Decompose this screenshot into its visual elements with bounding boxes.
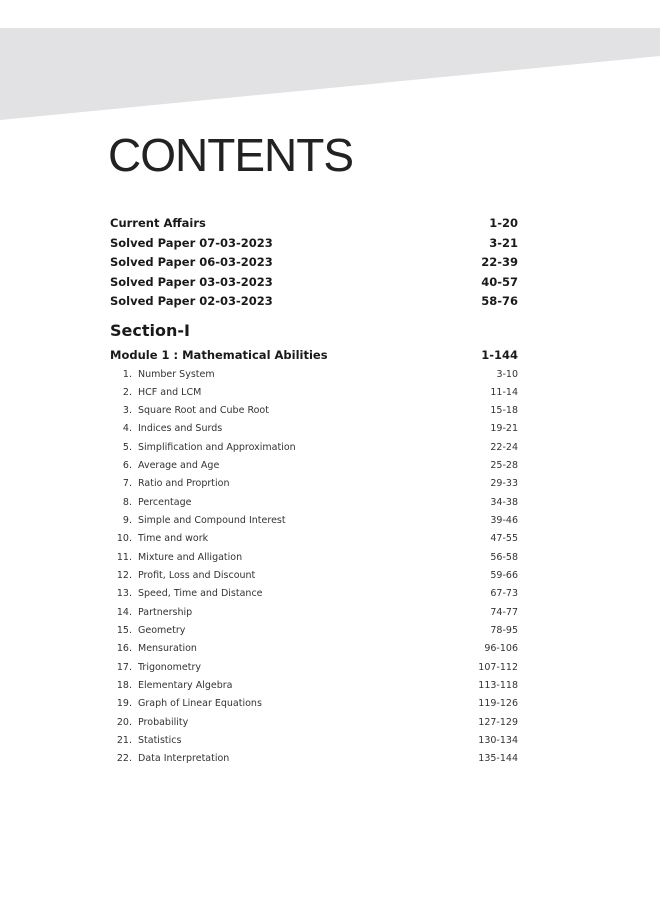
chapter-number: 3.: [122, 405, 132, 416]
chapter-row: [110, 753, 518, 764]
chapter-title: Profit, Loss and Discount: [138, 570, 256, 581]
chapter-pages: 39-46: [490, 515, 518, 526]
chapter-row: [110, 625, 518, 636]
toc-entry-pages: 58-76: [481, 294, 518, 308]
chapter-pages: 135-144: [478, 753, 518, 764]
chapter-row: [110, 497, 518, 508]
chapter-row: [110, 570, 518, 581]
chapter-row: [110, 442, 518, 453]
chapter-title: Partnership: [138, 607, 193, 618]
chapter-row: [110, 717, 518, 728]
chapter-number: 14.: [116, 607, 132, 618]
page-title: CONTENTS: [108, 129, 353, 181]
chapter-row: [110, 369, 518, 380]
chapter-pages: 96-106: [484, 643, 518, 654]
chapter-number: 2.: [122, 387, 132, 398]
toc-entry: [110, 255, 518, 269]
chapter-row: [110, 423, 518, 434]
chapter-pages: 25-28: [490, 460, 518, 471]
chapter-pages: 15-18: [490, 405, 518, 416]
chapter-pages: 3-10: [496, 369, 518, 380]
chapter-number: 18.: [116, 680, 132, 691]
chapter-title: Time and work: [138, 533, 209, 544]
toc-entry-pages: 3-21: [489, 236, 518, 250]
toc-entry-pages: 40-57: [481, 275, 518, 289]
chapter-row: [110, 552, 518, 563]
toc-entry: [110, 216, 518, 230]
chapter-pages: 19-21: [490, 423, 518, 434]
toc-entry-label: Solved Paper 06-03-2023: [110, 255, 273, 269]
chapter-pages: 11-14: [490, 387, 518, 398]
chapter-title: Graph of Linear Equations: [138, 698, 262, 709]
toc-entry-label: Solved Paper 02-03-2023: [110, 294, 273, 308]
chapter-number: 8.: [122, 497, 132, 508]
chapter-number: 19.: [116, 698, 132, 709]
chapter-number: 20.: [116, 717, 132, 728]
chapter-title: Simplification and Approximation: [138, 442, 296, 453]
chapter-title: Indices and Surds: [138, 423, 223, 434]
chapter-title: Trigonometry: [138, 662, 201, 673]
chapter-row: [110, 515, 518, 526]
chapter-number: 11.: [116, 552, 132, 563]
chapter-number: 22.: [116, 753, 132, 764]
chapter-number: 15.: [116, 625, 132, 636]
chapter-pages: 47-55: [490, 533, 518, 544]
module-entry: [110, 348, 518, 362]
chapter-pages: 29-33: [490, 478, 518, 489]
toc-entry-pages: 22-39: [481, 255, 518, 269]
toc-entry-label: Current Affairs: [110, 216, 206, 230]
chapter-row: [110, 643, 518, 654]
toc-entry-label: Solved Paper 03-03-2023: [110, 275, 273, 289]
toc-entry: [110, 294, 518, 308]
chapter-row: [110, 460, 518, 471]
chapter-title: Elementary Algebra: [138, 680, 233, 691]
chapter-pages: 119-126: [478, 698, 518, 709]
chapter-row: [110, 698, 518, 709]
chapter-pages: 67-73: [490, 588, 518, 599]
chapter-title: Mensuration: [138, 643, 197, 654]
chapter-title: Probability: [138, 717, 189, 728]
chapter-pages: 127-129: [478, 717, 518, 728]
chapter-number: 16.: [116, 643, 132, 654]
chapter-row: [110, 680, 518, 691]
chapter-pages: 78-95: [490, 625, 518, 636]
chapter-number: 4.: [122, 423, 132, 434]
chapter-pages: 74-77: [490, 607, 518, 618]
chapter-title: Data Interpretation: [138, 753, 230, 764]
chapter-number: 1.: [122, 369, 132, 380]
chapter-title: Simple and Compound Interest: [138, 515, 286, 526]
chapter-number: 13.: [116, 588, 132, 599]
chapter-number: 5.: [122, 442, 132, 453]
chapter-row: [110, 607, 518, 618]
module-label: Module 1 : Mathematical Abilities: [110, 348, 328, 362]
chapter-number: 17.: [116, 662, 132, 673]
chapter-number: 9.: [122, 515, 132, 526]
chapter-pages: 113-118: [478, 680, 518, 691]
chapter-row: [110, 387, 518, 398]
chapter-pages: 59-66: [490, 570, 518, 581]
chapter-row: [110, 662, 518, 673]
toc-entry-pages: 1-20: [489, 216, 518, 230]
chapter-title: Percentage: [138, 497, 192, 508]
header-band: [0, 0, 660, 130]
module-pages: 1-144: [481, 348, 518, 362]
chapter-title: Geometry: [138, 625, 186, 636]
chapter-title: Mixture and Alligation: [138, 552, 243, 563]
chapter-title: Statistics: [138, 735, 182, 746]
chapter-row: [110, 533, 518, 544]
chapter-pages: 22-24: [490, 442, 518, 453]
chapter-title: Square Root and Cube Root: [138, 405, 269, 416]
chapter-row: [110, 478, 518, 489]
chapter-title: Number System: [138, 369, 215, 380]
chapter-title: Ratio and Proprtion: [138, 478, 230, 489]
chapter-row: [110, 588, 518, 599]
chapter-number: 10.: [116, 533, 132, 544]
chapter-number: 12.: [116, 570, 132, 581]
chapter-number: 21.: [116, 735, 132, 746]
chapter-number: 6.: [122, 460, 132, 471]
chapter-row: [110, 735, 518, 746]
chapter-pages: 107-112: [478, 662, 518, 673]
toc-entry: [110, 236, 518, 250]
toc-entry-label: Solved Paper 07-03-2023: [110, 236, 273, 250]
section-heading: Section-I: [110, 321, 190, 340]
chapter-pages: 130-134: [478, 735, 518, 746]
chapter-title: HCF and LCM: [138, 387, 202, 398]
chapter-pages: 34-38: [490, 497, 518, 508]
chapter-row: [110, 405, 518, 416]
chapter-number: 7.: [122, 478, 132, 489]
chapter-title: Speed, Time and Distance: [138, 588, 263, 599]
chapter-title: Average and Age: [138, 460, 220, 471]
toc-entry: [110, 275, 518, 289]
chapter-pages: 56-58: [490, 552, 518, 563]
